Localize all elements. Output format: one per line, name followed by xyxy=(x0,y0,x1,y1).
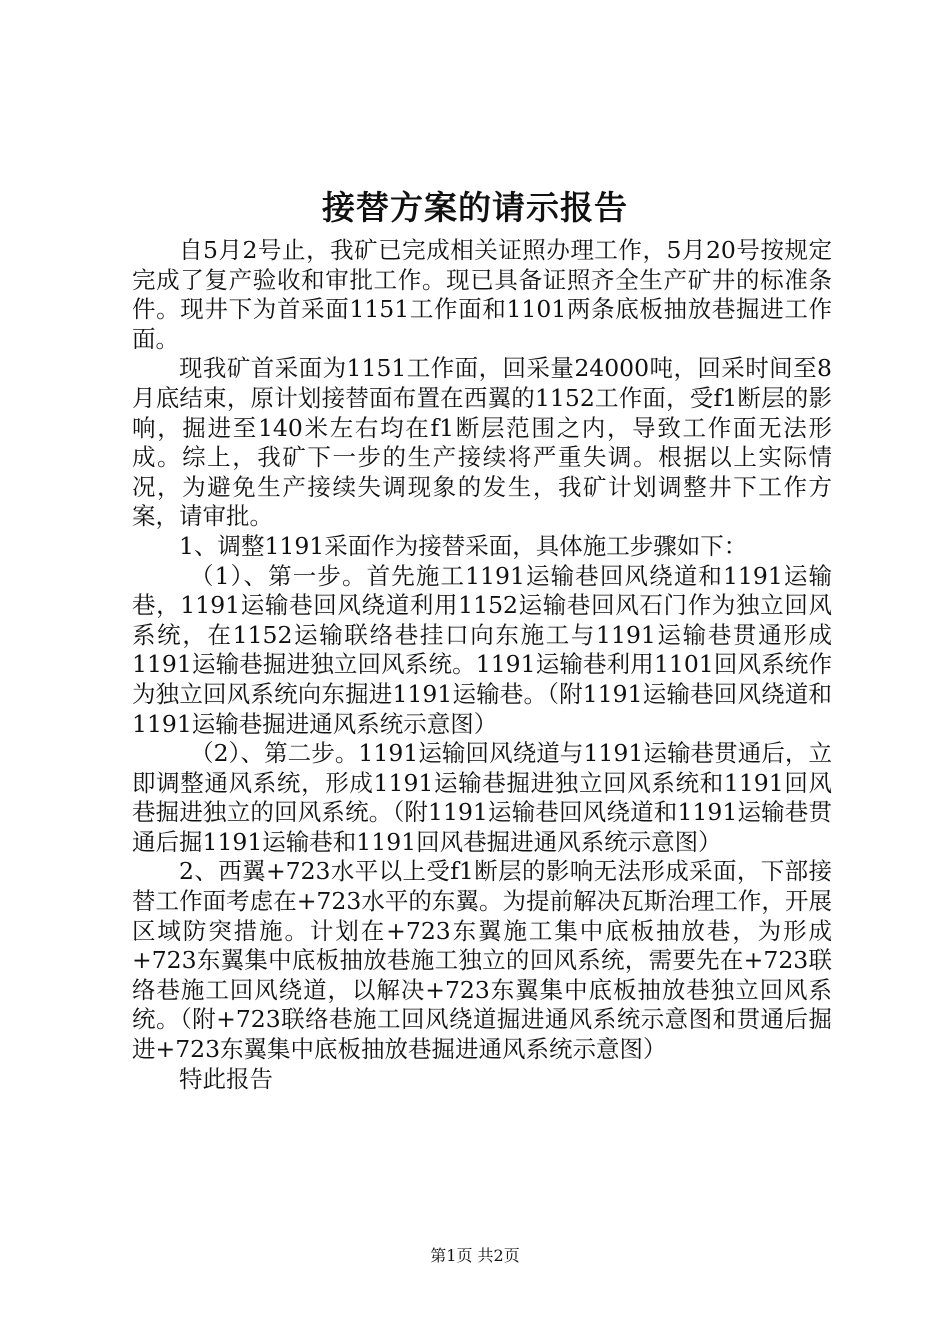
page-footer: 第1页 共2页 xyxy=(430,1246,520,1265)
document-title: 接替方案的请示报告 xyxy=(322,188,628,227)
paragraph-step-2: （2）、第二步。1191运输回风绕道与1191运输巷贯通后，立即调整通风系统，形成1191运输巷掘进独立回风系统和1191回风巷掘进独立的回风系统。（附1191运输巷回风绕道和1191运输巷贯通后掘1191运输巷和1191回风巷掘进通风系统示意图） xyxy=(132,739,832,856)
paragraph-step-1: （1）、第一步。首先施工1191运输巷回风绕道和1191运输巷，1191运输巷回风绕道利用1152运输巷回风石门作为独立回风系统，在1152运输联络巷挂口向东施工与1191运输巷贯通形成1191运输巷掘进独立回风系统。1191运输巷利用1101回风系统作为独立回风系统向东掘进1191运输巷。（附1191运输巷回风绕道和1191运输巷掘进通风系统示意图） xyxy=(132,561,832,738)
paragraph-closing: 特此报告 xyxy=(179,1064,273,1093)
paragraph-intro: 自5月2号止，我矿已完成相关证照办理工作，5月20号按规定完成了复产验收和审批工作。现已具备证照齐全生产矿井的标准条件。现井下为首采面1151工作面和1101两条底板抽放巷掘进工作面。 xyxy=(132,236,832,353)
document-body xyxy=(132,236,832,1094)
paragraph-item-2: 2、西翼+723水平以上受f1断层的影响无法形成采面，下部接替工作面考虑在+723水平的东翼。为提前解决瓦斯治理工作，开展区域防突措施。计划在+723东翼施工集中底板抽放巷，为形成+723东翼集中底板抽放巷施工独立的回风系统，需要先在+723联络巷施工回风绕道，以解决+723东翼集中底板抽放巷独立回风系统。（附+723联络巷施工回风绕道掘进通风系统示意图和贯通后掘进+723东翼集中底板抽放巷掘进通风系统示意图） xyxy=(132,857,832,1064)
paragraph-situation: 现我矿首采面为1151工作面，回采量24000吨，回采时间至8月底结束，原计划接替面布置在西翼的1152工作面，受f1断层的影响，掘进至140米左右均在f1断层范围之内，导致工作面无法形成。综上，我矿下一步的生产接续将严重失调。根据以上实际情况，为避免生产接续失调现象的发生，我矿计划调整井下工作方案，请审批。 xyxy=(132,354,832,531)
paragraph-item-1: 1、调整1191采面作为接替采面，具体施工步骤如下： xyxy=(179,531,748,560)
